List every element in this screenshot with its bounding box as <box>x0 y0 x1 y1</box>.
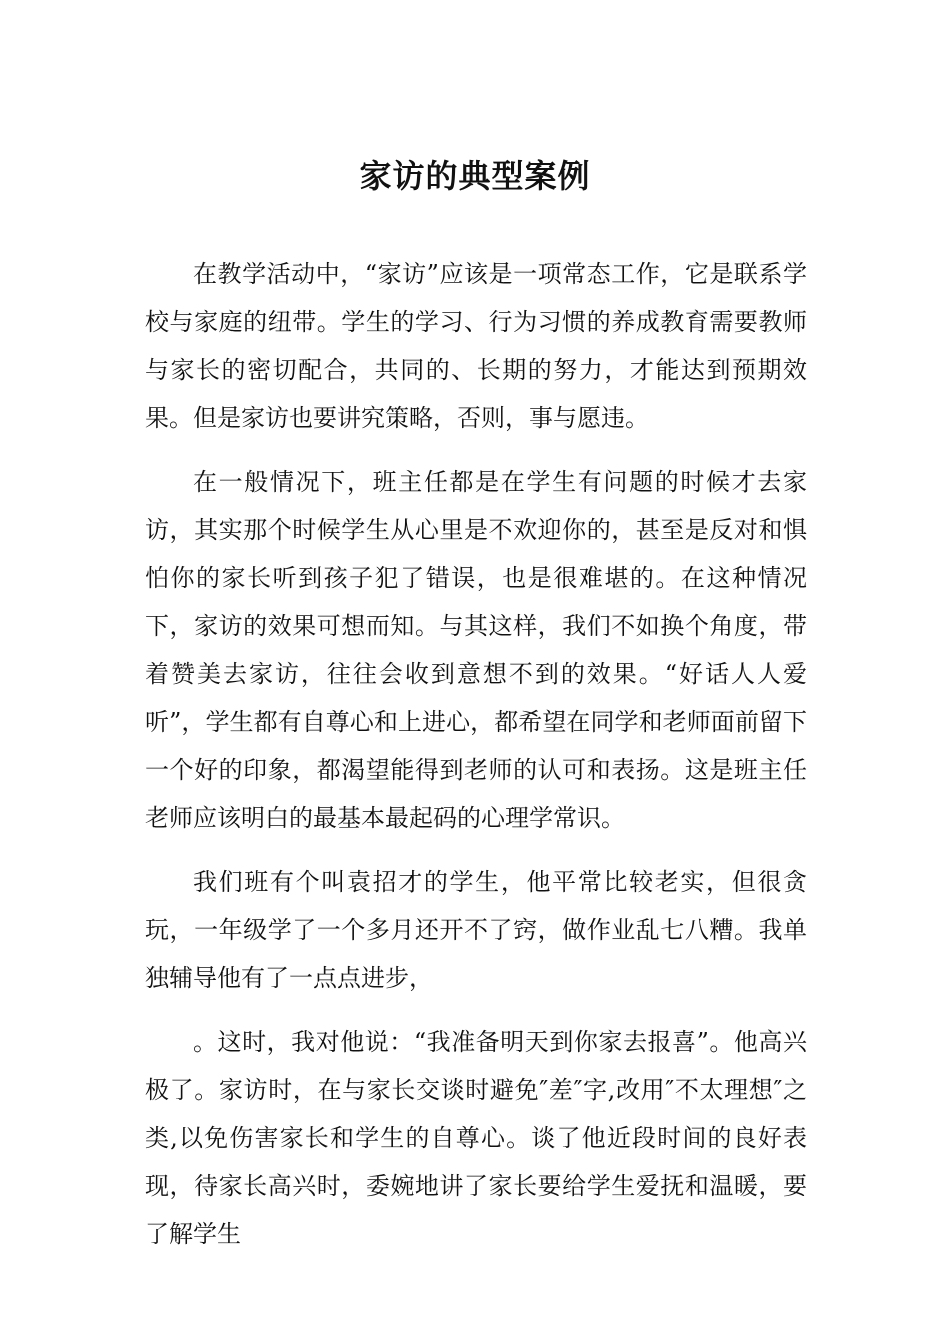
paragraph-1: 在教学活动中，“家访”应该是一项常态工作，它是联系学校与家庭的纽带。学生的学习、行为习惯的养成教育需要教师与家长的密切配合，共同的、长期的努力，才能达到预期效果。但是家访也要讲究策略，否则，事与愿违。 <box>145 260 807 432</box>
document-body <box>145 250 807 1274</box>
paragraph-4: 。这时，我对他说：“我准备明天到你家去报喜”。他高兴极了。家访时，在与家长交谈时避免″差″字,改用″不太理想″之类,以免伤害家长和学生的自尊心。谈了他近段时间的良好表现，待家长高兴时，委婉地讲了家长要给学生爱抚和温暖，要了解学生 <box>145 1028 807 1248</box>
paragraph-2: 在一般情况下，班主任都是在学生有问题的时候才去家访，其实那个时候学生从心里是不欢迎你的，甚至是反对和惧怕你的家长听到孩子犯了错误，也是很难堪的。在这种情况下，家访的效果可想而知。与其这样，我们不如换个角度，带着赞美去家访，往往会收到意想不到的效果。“好话人人爱听”，学生都有自尊心和上进心，都希望在同学和老师面前留下一个好的印象，都渴望能得到老师的认可和表扬。这是班主任老师应该明白的最基本最起码的心理学常识。 <box>145 468 807 832</box>
document-title: 家访的典型案例 <box>359 157 591 195</box>
paragraph-3: 我们班有个叫袁招才的学生，他平常比较老实，但很贪玩，一年级学了一个多月还开不了窍，做作业乱七八糟。我单独辅导他有了一点点进步， <box>145 868 807 992</box>
